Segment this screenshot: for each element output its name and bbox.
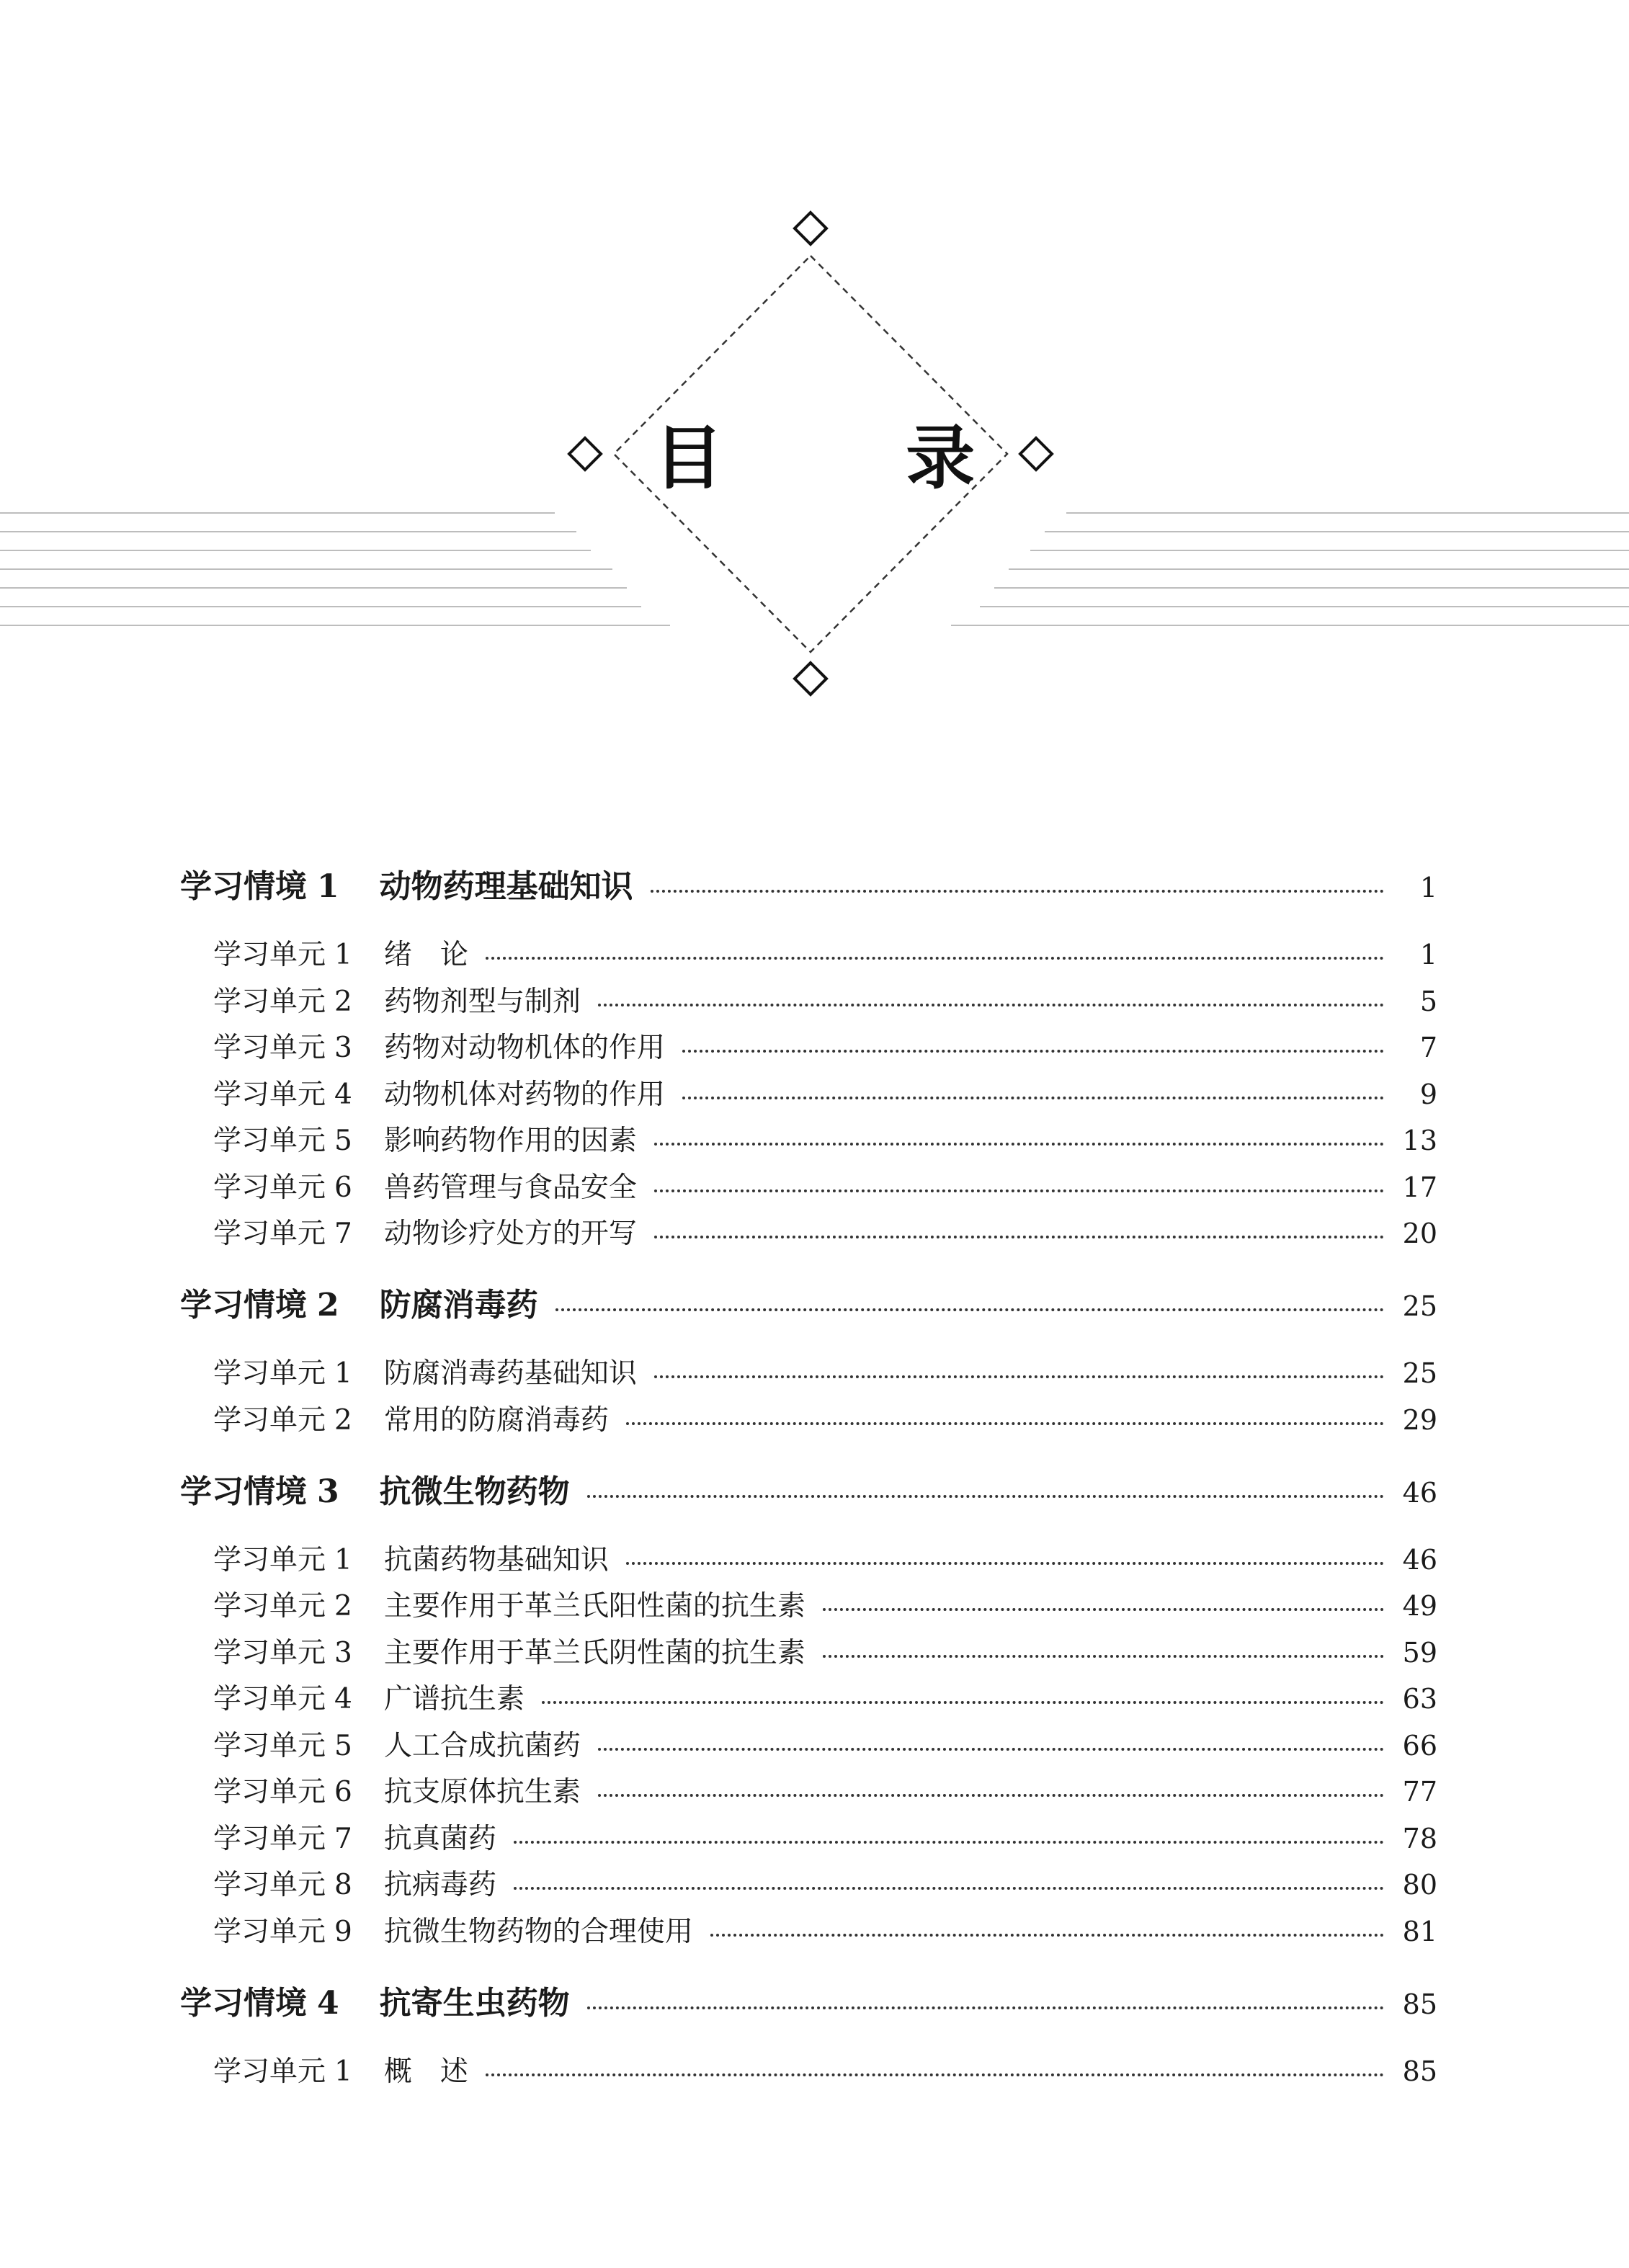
toc-page-number: 25 xyxy=(1402,1290,1437,1322)
dot-leader xyxy=(598,1748,1384,1751)
toc-entry-title: 概 述 xyxy=(383,2055,468,2088)
toc-page-number: 85 xyxy=(1402,1988,1437,2020)
dot-leader xyxy=(682,1050,1384,1053)
toc-entry-number: 2 xyxy=(334,985,352,1018)
toc-page-number: 17 xyxy=(1402,1171,1437,1203)
toc-unit-row[interactable] xyxy=(213,1909,1437,1950)
toc-entry-number: 2 xyxy=(334,1590,352,1622)
toc-entry-title: 广谱抗生素 xyxy=(383,1683,525,1715)
toc-entry-title: 药物剂型与制剂 xyxy=(383,985,581,1018)
toc-page-number: 20 xyxy=(1402,1218,1437,1249)
toc-entry-number: 1 xyxy=(334,939,352,971)
toc-unit-row[interactable] xyxy=(213,1211,1437,1251)
toc-unit-row[interactable] xyxy=(213,1630,1437,1671)
toc-unit-row[interactable] xyxy=(213,2049,1437,2089)
toc-entry-prefix: 学习情境 xyxy=(180,1473,307,1510)
toc-page-number: 46 xyxy=(1402,1543,1437,1576)
toc-unit-row[interactable] xyxy=(213,1584,1437,1624)
toc-entry-prefix: 学习单元 xyxy=(213,1543,326,1576)
toc-chapter-row[interactable] xyxy=(180,1465,1437,1512)
toc-entry-title: 兽药管理与食品安全 xyxy=(383,1171,637,1204)
dot-leader xyxy=(587,2006,1384,2009)
dot-leader xyxy=(486,957,1384,960)
toc-entry-prefix: 学习情境 xyxy=(180,1287,307,1323)
dot-leader xyxy=(598,1004,1384,1006)
toc-page-number: 25 xyxy=(1402,1357,1437,1389)
toc-entry-number: 5 xyxy=(334,1729,352,1762)
toc-entry-prefix: 学习情境 xyxy=(180,868,307,905)
dot-leader xyxy=(626,1562,1384,1565)
dot-leader xyxy=(486,2073,1384,2076)
toc-entry-number: 1 xyxy=(334,1543,352,1576)
toc-entry-title: 动物机体对药物的作用 xyxy=(383,1078,665,1111)
toc-page-number: 29 xyxy=(1402,1403,1437,1436)
toc-entry-number: 6 xyxy=(334,1776,352,1808)
dot-leader xyxy=(654,1236,1384,1238)
dot-leader xyxy=(654,1375,1384,1378)
toc-unit-row[interactable] xyxy=(213,1165,1437,1205)
toc-unit-row[interactable] xyxy=(213,1537,1437,1578)
toc-entry-title: 药物对动物机体的作用 xyxy=(383,1032,665,1064)
toc-entry-prefix: 学习单元 xyxy=(213,1776,326,1808)
toc-entry-title: 抗真菌药 xyxy=(383,1822,496,1855)
toc-unit-row[interactable] xyxy=(213,1816,1437,1857)
dot-leader xyxy=(514,1887,1384,1890)
toc-entry-number: 2 xyxy=(317,1287,339,1323)
toc-entry-number: 4 xyxy=(334,1078,352,1111)
toc-entry-number: 3 xyxy=(334,1032,352,1064)
toc-entry-title: 抗病毒药 xyxy=(383,1869,496,1901)
dot-leader xyxy=(587,1495,1384,1498)
toc-unit-row[interactable] xyxy=(213,1723,1437,1764)
toc-entry-number: 9 xyxy=(334,1915,352,1948)
toc-entry-prefix: 学习单元 xyxy=(213,1915,326,1948)
toc-entry-prefix: 学习单元 xyxy=(213,985,326,1018)
toc-entry-title: 抗微生物药物的合理使用 xyxy=(383,1915,693,1948)
toc-page-number: 49 xyxy=(1402,1590,1437,1622)
toc-entry-prefix: 学习单元 xyxy=(213,1171,326,1204)
toc-entry-number: 3 xyxy=(317,1473,339,1510)
dot-leader xyxy=(555,1308,1384,1311)
toc-chapter-row[interactable] xyxy=(180,1977,1437,2023)
toc-entry-number: 1 xyxy=(317,868,339,905)
toc-entry-title: 动物诊疗处方的开写 xyxy=(383,1218,637,1250)
toc-unit-row[interactable] xyxy=(213,1118,1437,1158)
toc-unit-row[interactable] xyxy=(213,932,1437,973)
toc-page-number: 46 xyxy=(1402,1476,1437,1509)
toc-page-number: 1 xyxy=(1419,872,1437,903)
toc-page-number: 9 xyxy=(1419,1078,1437,1110)
toc-entry-title: 抗寄生虫药物 xyxy=(379,1984,570,2022)
dot-leader xyxy=(823,1655,1384,1658)
page-title: 目 录 xyxy=(653,418,1055,499)
toc-entry-prefix: 学习单元 xyxy=(213,2055,326,2088)
toc-unit-row[interactable] xyxy=(213,1862,1437,1903)
toc-entry-title: 防腐消毒药基础知识 xyxy=(383,1357,637,1390)
toc-entry-title: 动物药理基础知识 xyxy=(379,868,633,905)
toc-entry-prefix: 学习单元 xyxy=(213,1869,326,1901)
toc-unit-row[interactable] xyxy=(213,1398,1437,1438)
toc-entry-number: 1 xyxy=(334,1357,352,1390)
toc-chapter-row[interactable] xyxy=(180,1279,1437,1325)
toc-entry-title: 抗菌药物基础知识 xyxy=(383,1543,609,1576)
toc-page-number: 77 xyxy=(1402,1776,1437,1808)
toc-entry-prefix: 学习单元 xyxy=(213,1590,326,1622)
toc-entry-number: 5 xyxy=(334,1125,352,1157)
toc-entry-prefix: 学习单元 xyxy=(213,1125,326,1157)
toc-entry-title: 绪 论 xyxy=(383,939,468,971)
toc-entry-number: 1 xyxy=(334,2055,352,2088)
toc-unit-row[interactable] xyxy=(213,979,1437,1019)
toc-page-number: 7 xyxy=(1419,1032,1437,1063)
dot-leader xyxy=(598,1794,1384,1797)
toc-entry-prefix: 学习单元 xyxy=(213,1078,326,1111)
toc-page-number: 66 xyxy=(1402,1729,1437,1762)
toc-entry-prefix: 学习情境 xyxy=(180,1984,307,2022)
dot-leader xyxy=(514,1841,1384,1844)
toc-entry-title: 常用的防腐消毒药 xyxy=(383,1403,609,1437)
toc-entry-title: 抗微生物药物 xyxy=(379,1473,570,1510)
toc-unit-row[interactable] xyxy=(213,1769,1437,1810)
dot-leader xyxy=(626,1422,1384,1425)
toc-entry-number: 2 xyxy=(334,1403,352,1437)
toc-page-number: 80 xyxy=(1402,1869,1437,1901)
toc-page-number: 85 xyxy=(1402,2055,1437,2087)
toc-entry-prefix: 学习单元 xyxy=(213,1822,326,1855)
toc-unit-row[interactable] xyxy=(213,1351,1437,1391)
toc-unit-row[interactable] xyxy=(213,1025,1437,1066)
toc-unit-row[interactable] xyxy=(213,1677,1437,1717)
dot-leader xyxy=(682,1097,1384,1099)
toc-entry-title: 主要作用于革兰氏阴性菌的抗生素 xyxy=(383,1636,805,1669)
toc-entry-title: 主要作用于革兰氏阳性菌的抗生素 xyxy=(383,1590,805,1622)
toc-entry-prefix: 学习单元 xyxy=(213,939,326,971)
toc-chapter-row[interactable] xyxy=(180,860,1437,906)
toc-page-number: 1 xyxy=(1419,939,1437,970)
toc-page-number: 5 xyxy=(1419,985,1437,1017)
toc-unit-row[interactable] xyxy=(213,1072,1437,1112)
toc-entry-number: 7 xyxy=(334,1822,352,1855)
toc-entry-title: 影响药物作用的因素 xyxy=(383,1125,637,1157)
toc-entry-prefix: 学习单元 xyxy=(213,1218,326,1250)
toc-entry-title: 防腐消毒药 xyxy=(379,1287,538,1323)
toc-page-number: 81 xyxy=(1402,1915,1437,1947)
toc-entry-number: 6 xyxy=(334,1171,352,1204)
toc-entry-number: 8 xyxy=(334,1869,352,1901)
dot-leader xyxy=(654,1143,1384,1146)
toc-entry-prefix: 学习单元 xyxy=(213,1683,326,1715)
dot-leader xyxy=(710,1934,1384,1937)
toc-entry-title: 抗支原体抗生素 xyxy=(383,1776,581,1808)
toc-entry-number: 7 xyxy=(334,1218,352,1250)
toc-page-number: 63 xyxy=(1402,1683,1437,1715)
toc-page-number: 59 xyxy=(1402,1636,1437,1669)
toc-entry-prefix: 学习单元 xyxy=(213,1729,326,1762)
toc-entry-prefix: 学习单元 xyxy=(213,1032,326,1064)
toc-entry-title: 人工合成抗菌药 xyxy=(383,1729,581,1762)
toc-entry-prefix: 学习单元 xyxy=(213,1357,326,1390)
toc-entry-number: 4 xyxy=(317,1984,339,2022)
toc-entry-prefix: 学习单元 xyxy=(213,1636,326,1669)
toc-entry-number: 3 xyxy=(334,1636,352,1669)
dot-leader xyxy=(654,1189,1384,1192)
toc-entry-prefix: 学习单元 xyxy=(213,1403,326,1437)
toc-entry-number: 4 xyxy=(334,1683,352,1715)
dot-leader xyxy=(651,890,1384,893)
toc-page-number: 13 xyxy=(1402,1125,1437,1156)
toc-page-number: 78 xyxy=(1402,1822,1437,1854)
dot-leader xyxy=(823,1608,1384,1611)
dot-leader xyxy=(542,1701,1384,1704)
